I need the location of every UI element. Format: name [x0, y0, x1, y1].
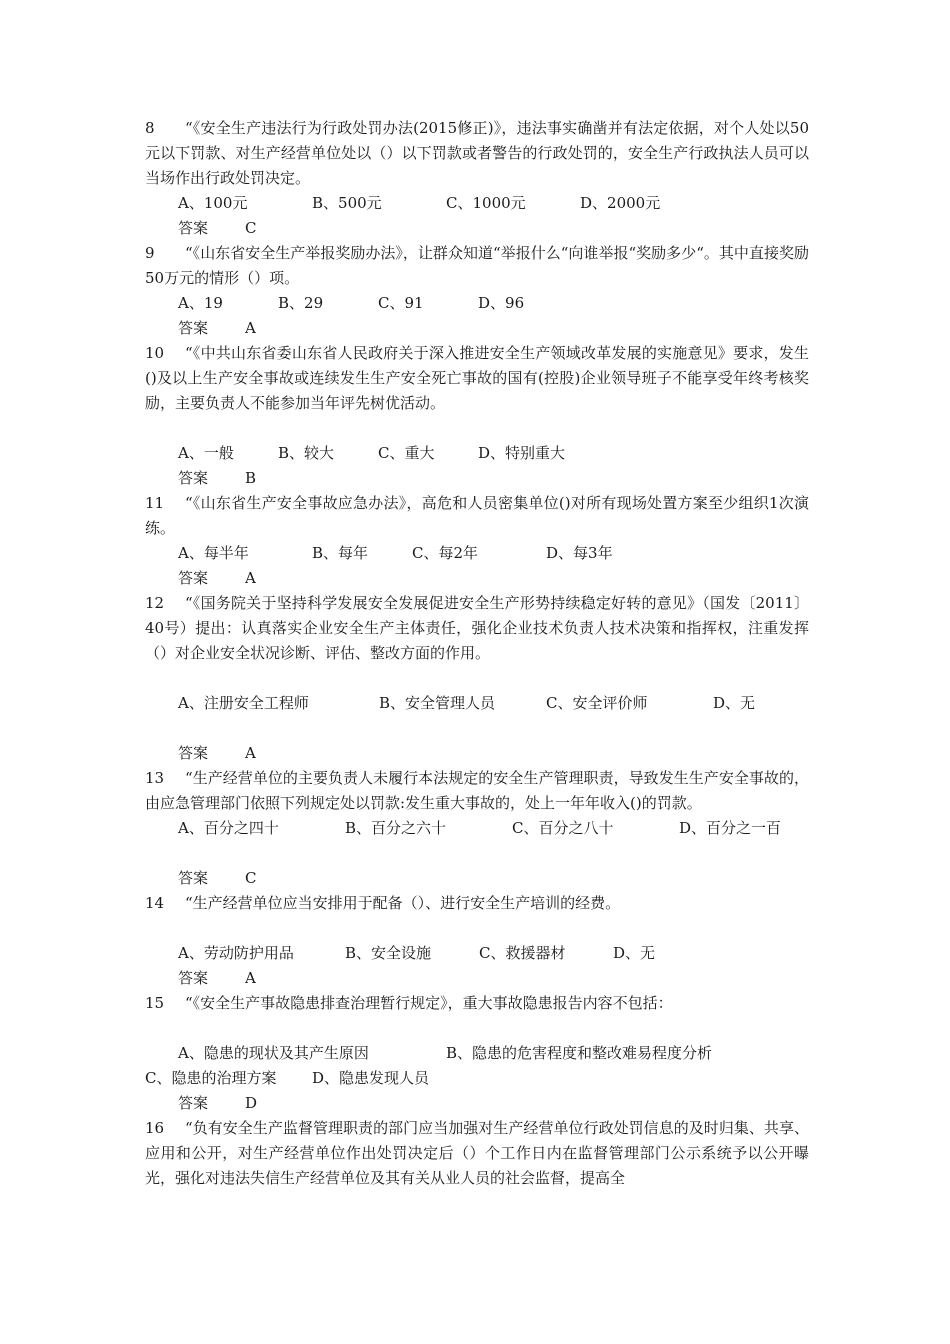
question-number: 8 [145, 119, 155, 137]
option-d: D、96 [478, 294, 525, 312]
option-b: B、每年 [312, 544, 369, 562]
question-16-text: 16 “负有安全生产监督管理职责的部门应当加强对生产经营单位行政处罚信息的及时归集、共享、应用和公开，对生产经营单位作出处罚决定后（）个工作日内在监督管理部门公示系统予以公开曝光，强化对违法失信生产经营单位及其有关从业人员的社会监督，提高全 [145, 1116, 809, 1191]
option-d: D、隐患发现人员 [312, 1069, 430, 1087]
answer-value: B [245, 469, 257, 487]
option-a: A、100元 [178, 194, 248, 212]
question-11-answer [145, 566, 809, 591]
question-15-text: 15 “《安全生产事故隐患排查治理暂行规定》，重大事故隐患报告内容不包括： [145, 991, 809, 1016]
question-15-answer [145, 1091, 809, 1116]
option-c: C、1000元 [446, 194, 526, 212]
option-b: B、500元 [312, 194, 382, 212]
answer-value: A [245, 569, 256, 587]
question-10-text: 10 “《中共山东省委山东省人民政府关于深入推进安全生产领域改革发展的实施意见》要求，发生()及以上生产安全事故或连续发生生产安全死亡事故的国有(控股)企业领导班子不能享受年终考核奖励，主要负责人不能参加当年评先树优活动。 [145, 341, 809, 416]
question-10-options [145, 441, 809, 466]
question-number: 12 [145, 594, 165, 612]
option-b: B、隐患的危害程度和整改难易程度分析 [446, 1044, 713, 1062]
option-a: A、注册安全工程师 [178, 694, 309, 712]
answer-label: 答案 [178, 869, 209, 887]
question-15-options [145, 1041, 809, 1091]
answer-label: 答案 [178, 319, 209, 337]
option-a: A、一般 [178, 444, 234, 462]
question-14-text: 14 “生产经营单位应当安排用于配备（）、进行安全生产培训的经费。 [145, 891, 809, 916]
answer-label: 答案 [178, 744, 209, 762]
document-page [145, 116, 809, 1191]
answer-label: 答案 [178, 969, 209, 987]
question-13-text: 13 “生产经营单位的主要负责人未履行本法规定的安全生产管理职责，导致发生生产安全事故的，由应急管理部门依照下列规定处以罚款:发生重大事故的，处上一年年收入()的罚款。 [145, 766, 809, 816]
option-d: D、无 [613, 944, 656, 962]
option-c: C、百分之八十 [512, 819, 614, 837]
option-c: C、隐患的治理方案 [145, 1069, 277, 1087]
answer-value: A [245, 969, 256, 987]
option-a: A、每半年 [178, 544, 249, 562]
question-14-options [145, 941, 809, 966]
question-number: 9 [145, 244, 155, 262]
question-8-answer [145, 216, 809, 241]
answer-value: D [245, 1094, 258, 1112]
answer-label: 答案 [178, 1094, 209, 1112]
option-c: C、每2年 [412, 544, 479, 562]
option-a: A、19 [178, 294, 223, 312]
option-b: B、安全管理人员 [379, 694, 496, 712]
blank-line [145, 416, 809, 441]
option-c: C、救援器材 [479, 944, 566, 962]
question-number: 11 [145, 494, 165, 512]
answer-value: A [245, 744, 256, 762]
question-8-options [145, 191, 809, 216]
answer-label: 答案 [178, 219, 209, 237]
option-c: C、重大 [378, 444, 435, 462]
option-b: B、29 [278, 294, 324, 312]
question-14-answer [145, 966, 809, 991]
answer-value: C [245, 869, 257, 887]
answer-label: 答案 [178, 569, 209, 587]
question-number: 14 [145, 894, 165, 912]
question-9-text: 9 “《山东省安全生产举报奖励办法》，让群众知道“举报什么“向谁举报“奖励多少“。其中直接奖励50万元的情形（）项。 [145, 241, 809, 291]
question-12-answer [145, 741, 809, 766]
option-b: B、较大 [278, 444, 335, 462]
option-c: C、91 [378, 294, 424, 312]
question-13-options [145, 816, 809, 841]
question-12-text: 12 “《国务院关于坚持科学发展安全发展促进安全生产形势持续稳定好转的意见》（国发〔2011〕40号）提出：认真落实企业安全生产主体责任，强化企业技术负责人技术决策和指挥权，注重发挥（）对企业安全状况诊断、评估、整改方面的作用。 [145, 591, 809, 666]
option-d: D、每3年 [546, 544, 613, 562]
option-d: D、特别重大 [478, 444, 566, 462]
question-number: 16 [145, 1119, 165, 1137]
blank-line [145, 666, 809, 691]
question-number: 15 [145, 994, 165, 1012]
answer-label: 答案 [178, 469, 209, 487]
option-a: A、隐患的现状及其产生原因 [178, 1044, 369, 1062]
question-12-options [145, 691, 809, 716]
question-11-text: 11 “《山东省生产安全事故应急办法》，高危和人员密集单位()对所有现场处置方案至少组织1次演练。 [145, 491, 809, 541]
question-10-answer [145, 466, 809, 491]
option-c: C、安全评价师 [546, 694, 648, 712]
question-11-options [145, 541, 809, 566]
answer-value: C [245, 219, 257, 237]
option-d: D、无 [713, 694, 756, 712]
option-d: D、2000元 [580, 194, 661, 212]
question-13-answer [145, 866, 809, 891]
blank-line [145, 1016, 809, 1041]
option-b: B、安全设施 [345, 944, 432, 962]
blank-line [145, 841, 809, 866]
question-9-options [145, 291, 809, 316]
blank-line [145, 716, 809, 741]
question-number: 10 [145, 344, 165, 362]
answer-value: A [245, 319, 256, 337]
option-d: D、百分之一百 [679, 819, 782, 837]
option-a: A、百分之四十 [178, 819, 279, 837]
option-b: B、百分之六十 [345, 819, 447, 837]
question-number: 13 [145, 769, 165, 787]
option-a: A、劳动防护用品 [178, 944, 294, 962]
question-9-answer [145, 316, 809, 341]
question-8-text: 8 “《安全生产违法行为行政处罚办法(2015修正)》，违法事实确凿并有法定依据，对个人处以50元以下罚款、对生产经营单位处以（）以下罚款或者警告的行政处罚的，安全生产行政执法人员可以当场作出行政处罚决定。 [145, 116, 809, 191]
blank-line [145, 916, 809, 941]
